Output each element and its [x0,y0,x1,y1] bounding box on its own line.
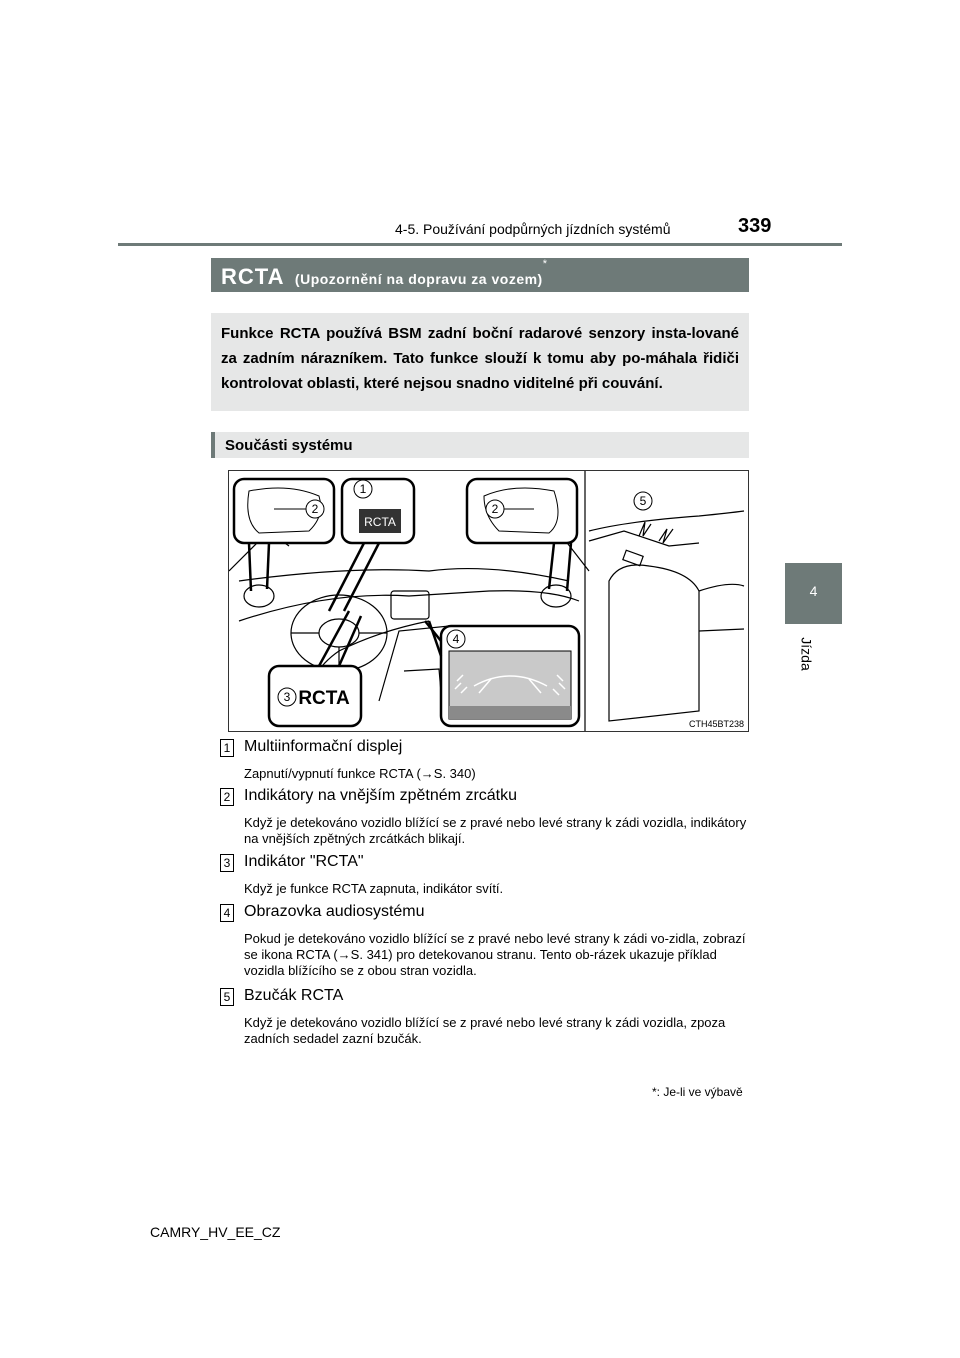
callout-1: 1 [359,482,367,496]
callout-2-right: 2 [491,502,499,516]
callout-2-left-group [234,479,334,591]
header-rule [118,243,842,246]
rcta-badge-text: RCTA [364,515,396,529]
section-subtitle: (Upozornění na dopravu za vozem) [294,271,543,287]
callout-2-left: 2 [311,502,319,516]
callout-2-right-group [467,479,577,591]
figure-code: CTH45BT238 [688,719,744,729]
item-description: Když je funkce RCTA zapnuta, indikátor svítí. [244,881,504,896]
item-number: 5 [220,988,234,1006]
section-title: RCTA [221,264,285,289]
item-title: Multiinformační displej [244,738,403,755]
page-number: 339 [738,215,772,237]
chapter-tab: 4 [785,563,842,624]
callout-5: 5 [639,494,647,508]
chapter-label [798,628,824,680]
callout-4: 4 [452,632,460,646]
item-number: 1 [220,739,234,757]
callout-4-group [425,621,579,726]
item-description: Když je detekováno vozidlo blížící se z pravé nebo levé strany k zádi vozidla, indikátory na vnějších zpětných zrcátkách blikají. [244,815,747,846]
item-description: Zapnutí/vypnutí funkce RCTA (→S. 340) [244,766,476,781]
item-title: Indikátory na vnějším zpětném zrcátku [244,787,518,804]
item-description: Když je detekováno vozidlo blížící se z pravé nebo levé strany k zádi vozidla, zpoza zadních sedadel zazní bzučák. [244,1015,726,1046]
item-number: 2 [220,788,234,806]
header-section-title: 4-5. Používání podpůrných jízdních systémů [395,221,671,237]
footnote-star: * [652,1085,657,1099]
footnote-text: : Je-li ve výbavě [656,1085,743,1099]
intro-paragraph: Funkce RCTA používá BSM zadní boční radarové senzory insta-lované za zadním nárazníkem. Tato funkce slouží k tomu aby po-máhala řidiči kontrolovat oblasti, které nejsou snadno viditelné při couvání. [211,313,749,411]
rcta-indicator-text: RCTA [298,688,350,709]
footnote [652,1085,743,1099]
item-number: 3 [220,854,234,872]
document-footer: CAMRY_HV_EE_CZ [150,1224,281,1240]
item-description: Pokud je detekováno vozidlo blížící se z pravé nebo levé strany k zádi vo-zidla, zobrazí se ikona RCTA (→S. 341) pro detekovanou stranu. Tento ob-rázek ukazuje příklad vozidla blížícího se z obou stran vozidla. [244,931,746,978]
dashboard-illustration [229,471,749,732]
subheading: Součásti systému [211,432,749,458]
section-title-bar [211,258,749,292]
callout-3: 3 [283,690,291,704]
callout-5-group [634,492,652,510]
system-components-figure [228,470,749,732]
callout-3-group [269,611,361,726]
title-footnote-mark: * [542,258,548,270]
item-number: 4 [220,904,234,922]
item-title: Bzučák RCTA [244,987,344,1004]
item-title: Obrazovka audiosystému [244,903,425,920]
item-title: Indikátor "RCTA" [244,853,364,870]
chapter-label-text: Jízda [798,637,815,671]
